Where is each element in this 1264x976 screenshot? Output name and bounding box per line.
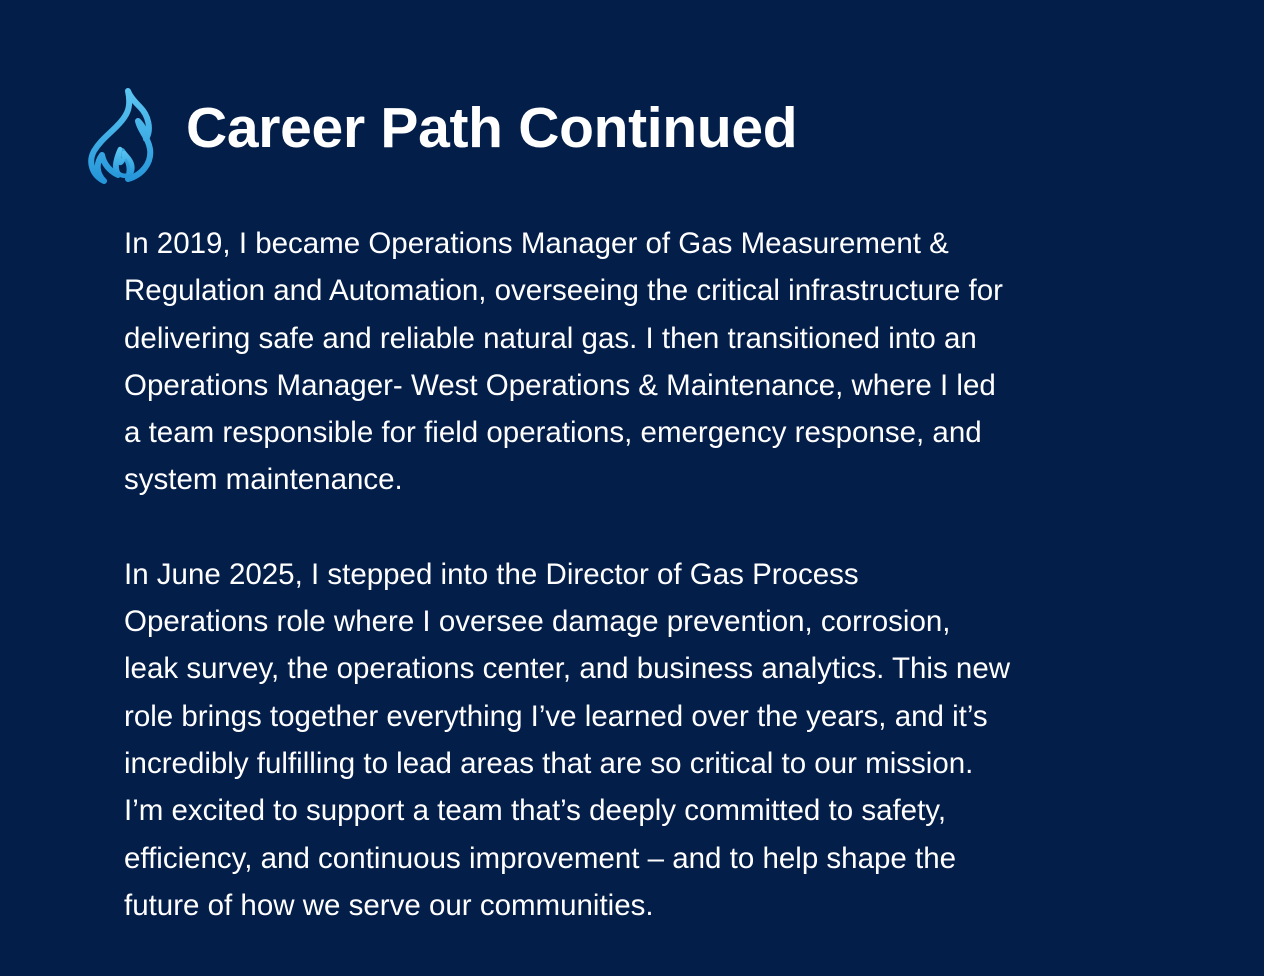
slide-header <box>82 84 158 188</box>
text-line: incredibly fulfilling to lead areas that are so critical to our mission. <box>124 746 974 780</box>
text-line: leak survey, the operations center, and business analytics. This new <box>124 652 1011 686</box>
paragraph-2 <box>124 551 1154 929</box>
text-line: I’m excited to support a team that’s deeply committed to safety, <box>124 794 947 828</box>
text-line: Regulation and Automation, overseeing the critical infrastructure for <box>124 274 1003 308</box>
text-line: In 2019, I became Operations Manager of Gas Measurement & <box>124 227 949 260</box>
text-line: Operations role where I oversee damage prevention, corrosion, <box>124 605 951 639</box>
text-line: delivering safe and reliable natural gas. I then transitioned into an <box>124 321 977 355</box>
body-text <box>124 220 1154 976</box>
text-line: system maintenance. <box>124 463 403 497</box>
text-line: future of how we serve our communities. <box>124 888 654 922</box>
page-title: Career Path Continued <box>186 96 798 160</box>
text-line: a team responsible for field operations, emergency response, and <box>124 416 982 450</box>
flame-icon <box>82 87 158 185</box>
paragraph-1 <box>124 220 1154 504</box>
text-line: Operations Manager- West Operations & Maintenance, where I led <box>124 368 996 402</box>
text-line: efficiency, and continuous improvement – and to help shape the <box>124 841 957 875</box>
text-line: role brings together everything I’ve learned over the years, and it’s <box>124 699 988 733</box>
text-line: In June 2025, I stepped into the Director of Gas Process <box>124 557 859 591</box>
